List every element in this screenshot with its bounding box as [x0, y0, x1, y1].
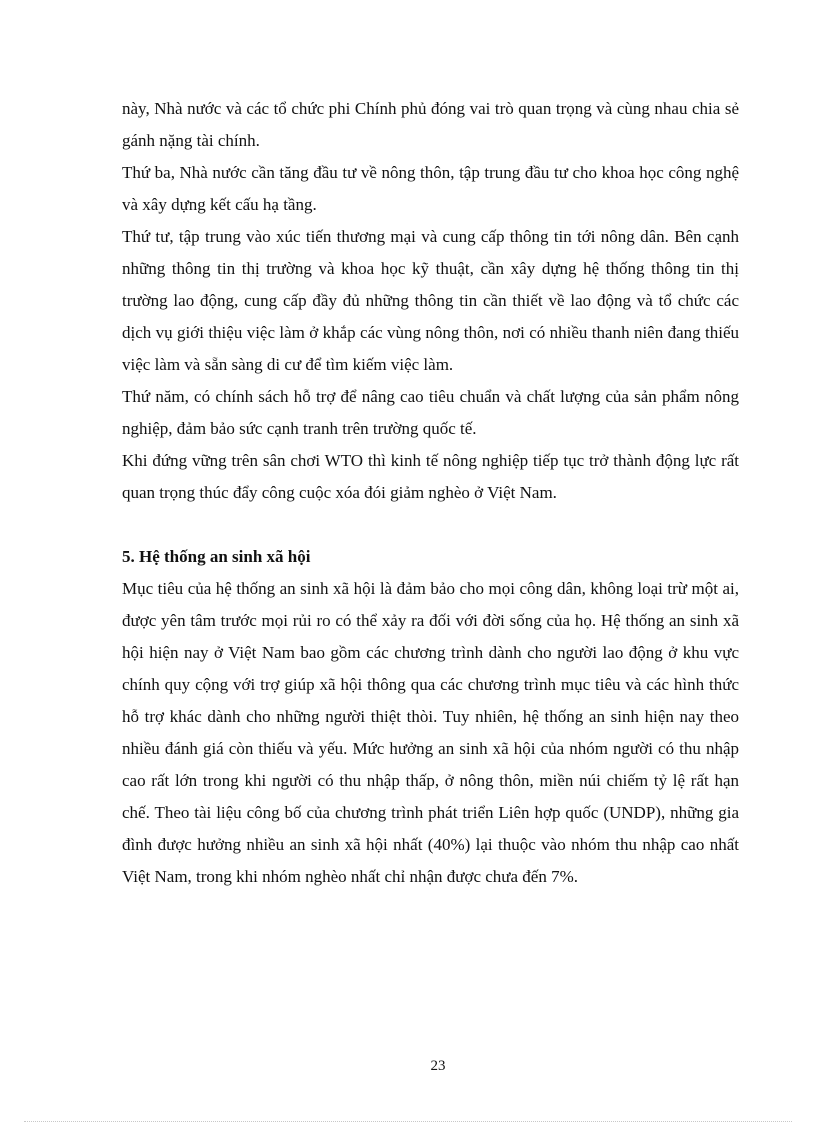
- section-heading: 5. Hệ thống an sinh xã hội: [122, 547, 311, 566]
- paragraph-third-point: Thứ ba, Nhà nước cần tăng đầu tư về nông thôn, tập trung đầu tư cho khoa học công nghệ và xây dựng kết cấu hạ tầng.: [122, 163, 739, 214]
- page-bottom-divider: [24, 1121, 792, 1122]
- paragraph-fifth-point: Thứ năm, có chính sách hỗ trợ để nâng cao tiêu chuẩn và chất lượng của sản phẩm nông nghiệp, đảm bảo sức cạnh tranh trên trường quốc tế.: [122, 387, 739, 438]
- page-number: 23: [430, 1058, 446, 1074]
- page-content: [122, 93, 739, 893]
- paragraph-social-security: Mục tiêu của hệ thống an sinh xã hội là đảm bảo cho mọi công dân, không loại trừ một ai, được yên tâm trước mọi rủi ro có thể xảy ra đối với đời sống của họ. Hệ thống an sinh xã hội hiện nay ở Việt Nam bao gồm các chương trình dành cho người lao động ở khu vực chính quy cộng với trợ giúp xã hội thông qua các chương trình mục tiêu và các hình thức hỗ trợ khác dành cho những người thiệt thòi. Tuy nhiên, hệ thống an sinh hiện nay theo nhiều đánh giá còn thiếu và yếu. Mức hưởng an sinh xã hội của nhóm người có thu nhập cao rất lớn trong khi người có thu nhập thấp, ở nông thôn, miền núi chiếm tỷ lệ rất hạn chế. Theo tài liệu công bố của chương trình phát triển Liên hợp quốc (UNDP), những gia đình được hưởng nhiều an sinh xã hội nhất (40%) lại thuộc vào nhóm thu nhập cao nhất Việt Nam, trong khi nhóm nghèo nhất chỉ nhận được chưa đến 7%.: [122, 579, 739, 886]
- paragraph-continuation: này, Nhà nước và các tổ chức phi Chính phủ đóng vai trò quan trọng và cùng nhau chia sẻ gánh nặng tài chính.: [122, 99, 739, 150]
- paragraph-fourth-point: Thứ tư, tập trung vào xúc tiến thương mại và cung cấp thông tin tới nông dân. Bên cạnh những thông tin thị trường và khoa học kỹ thuật, cần xây dựng hệ thống thông tin thị trường lao động, cung cấp đầy đủ những thông tin cần thiết về lao động và tổ chức các dịch vụ giới thiệu việc làm ở khắp các vùng nông thôn, nơi có nhiều thanh niên đang thiếu việc làm và sẵn sàng di cư để tìm kiếm việc làm.: [122, 227, 739, 374]
- paragraph-wto-conclusion: Khi đứng vững trên sân chơi WTO thì kinh tế nông nghiệp tiếp tục trở thành động lực rất quan trọng thúc đẩy công cuộc xóa đói giảm nghèo ở Việt Nam.: [122, 451, 739, 502]
